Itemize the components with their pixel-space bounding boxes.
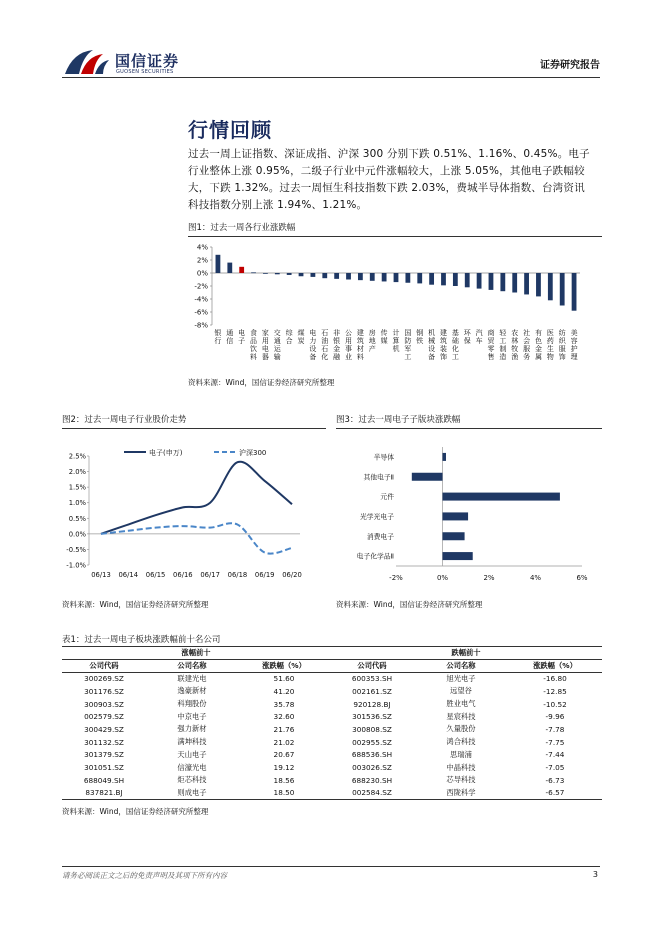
- industry-bar: [299, 273, 304, 276]
- table-cell: -6.73: [545, 775, 565, 785]
- y-tick-label: -2%: [194, 282, 208, 291]
- industry-label: 有色金属: [534, 329, 542, 361]
- industry-label: 医药生物: [546, 329, 554, 361]
- table-cell: 21.76: [273, 724, 295, 734]
- industry-label: 汽车: [475, 329, 483, 345]
- industry-bar: [441, 273, 446, 285]
- table-cell: -9.96: [545, 712, 565, 722]
- table-cell: -16.80: [543, 674, 567, 684]
- table-cell: 逸豪新材: [177, 686, 207, 696]
- gainers-group: 涨幅前十: [181, 648, 211, 658]
- section-title: 行情回顾: [188, 118, 272, 142]
- x-tick-label: 06/16: [173, 571, 193, 579]
- industry-bar: [453, 273, 458, 286]
- x-tick-label: 2%: [483, 574, 495, 582]
- y-tick-label: 0.5%: [68, 514, 86, 523]
- subsector-label: 电子化学品Ⅱ: [356, 552, 394, 561]
- table-cell: 002161.SZ: [352, 686, 392, 696]
- table-cell: 19.12: [273, 763, 295, 773]
- industry-label: 食品饮料: [250, 329, 258, 361]
- table-cell: 003026.SZ: [352, 763, 392, 773]
- table-cell: -12.85: [543, 686, 567, 696]
- table-cell: 300429.SZ: [84, 724, 124, 734]
- table-row: [62, 685, 602, 698]
- table-cell: 满坤科技: [177, 737, 207, 747]
- company-logo-icon: [63, 48, 111, 78]
- table-cell: 中京电子: [177, 711, 207, 721]
- industry-bar: [394, 273, 399, 282]
- col-header: 公司名称: [446, 661, 476, 671]
- industry-label: 电子: [238, 329, 246, 345]
- table-cell: -7.78: [545, 724, 565, 734]
- industry-label: 国防军工: [404, 329, 412, 361]
- table-cell: -7.75: [545, 737, 565, 747]
- table-cell: 则成电子: [177, 787, 207, 797]
- table-cell: -6.57: [545, 788, 565, 798]
- y-tick-label: 2.0%: [68, 468, 86, 477]
- industry-bar: [536, 273, 541, 296]
- x-tick-label: 06/13: [91, 571, 111, 579]
- table-row: [62, 787, 602, 800]
- fig2-caption: 图2：过去一周电子行业股价走势: [62, 415, 187, 425]
- industry-bar: [477, 273, 482, 289]
- table-cell: 837821.BJ: [85, 788, 123, 798]
- fig1-caption: 图1：过去一周各行业涨跌幅: [188, 223, 296, 233]
- industry-bar: [287, 273, 292, 275]
- fig3-source: 资料来源：Wind，国信证券经济研究所整理: [336, 600, 483, 609]
- table-body: [62, 672, 602, 799]
- y-tick-label: 0%: [196, 269, 208, 278]
- industry-label: 家用电器: [261, 329, 269, 361]
- industry-bar: [227, 263, 232, 273]
- table-cell: -7.05: [545, 763, 565, 773]
- industry-label: 环保: [463, 329, 471, 345]
- table-header-row: [62, 660, 602, 673]
- page-number: 3: [592, 870, 598, 879]
- x-tick-label: 06/19: [254, 571, 275, 579]
- table-cell: 芯导科技: [446, 775, 476, 785]
- table-cell: 鸿合科技: [446, 737, 476, 747]
- report-type: 证券研究报告: [540, 60, 600, 71]
- industry-label: 轻工制造: [499, 329, 507, 361]
- x-tick-label: 06/14: [118, 571, 139, 579]
- industry-bar: [346, 273, 351, 280]
- series-line-csi300: [101, 523, 292, 553]
- table-cell: 20.67: [273, 750, 295, 760]
- fig2-caption-rule: [62, 428, 326, 429]
- subsector-label: 半导体: [373, 453, 394, 462]
- table-cell: 炬芯科技: [177, 775, 207, 785]
- industry-label: 纺织服饰: [558, 329, 566, 361]
- industry-bar: [512, 273, 517, 293]
- table-cell: 688536.SH: [351, 750, 393, 760]
- industry-label: 机械设备: [428, 329, 436, 361]
- subsector-label: 其他电子Ⅱ: [363, 473, 394, 482]
- industry-label: 综合: [285, 329, 293, 345]
- subsector-bar: [412, 473, 443, 481]
- industry-bar: [489, 273, 494, 290]
- subsector-bar: [443, 493, 560, 501]
- table-cell: 41.20: [273, 686, 295, 696]
- y-tick-label: -1.0%: [66, 561, 86, 570]
- footer-disclaimer: 请务必阅读正文之后的免责声明及其项下所有内容: [62, 871, 227, 880]
- industry-label: 交通运输: [273, 329, 281, 361]
- summary-line: 行业整体上涨 0.95%，二级子行业中元件涨幅较大，上涨 5.05%，其他电子跌幅较: [188, 165, 585, 177]
- table-cell: 天山电子: [177, 749, 207, 759]
- table-row: [62, 761, 602, 774]
- subsector-bar: [443, 532, 465, 540]
- industry-label: 电力设备: [309, 329, 317, 361]
- subsector-bar-chart: [336, 432, 602, 592]
- industry-label: 商贸零售: [487, 329, 495, 361]
- header-divider: [62, 77, 600, 78]
- table-cell: 强力新材: [177, 724, 207, 734]
- table-caption: 表1：过去一周电子板块涨跌幅前十名公司: [62, 635, 221, 645]
- logo-english: GUOSEN SECURITIES: [116, 69, 174, 75]
- table-cell: 思瑞浦: [450, 749, 472, 759]
- table-row: [62, 774, 602, 787]
- fig3-caption-rule: [336, 428, 602, 429]
- x-tick-label: -2%: [389, 574, 403, 582]
- fig1-source: 资料来源：Wind，国信证券经济研究所整理: [188, 378, 335, 387]
- table-cell: 32.60: [273, 712, 295, 722]
- y-tick-label: -6%: [194, 308, 208, 317]
- table-cell: 300903.SZ: [84, 699, 124, 709]
- table-cell: 星宸科技: [446, 711, 476, 721]
- top-movers-table: [62, 647, 602, 800]
- subsector-label: 元件: [380, 493, 394, 502]
- table-group-row: [62, 647, 602, 660]
- y-tick-label: 1.5%: [68, 483, 86, 492]
- table-cell: 688230.SH: [351, 775, 393, 785]
- industry-bar: [263, 273, 268, 274]
- industry-bar: [334, 273, 339, 279]
- summary-line: 过去一周上证指数、深证成指、沪深 300 分别下跌 0.51%、1.16%、0.45%。电子: [188, 148, 590, 160]
- fig2-source: 资料来源：Wind，国信证券经济研究所整理: [62, 600, 209, 609]
- legend-label: 电子(申万): [149, 449, 183, 457]
- industry-bar: [322, 273, 327, 278]
- industry-label: 社会服务: [523, 329, 531, 361]
- x-tick-label: 06/18: [227, 571, 248, 579]
- industry-labels: [188, 329, 602, 375]
- industry-bar: [524, 273, 529, 294]
- fig3-caption: 图3：过去一周电子子版块涨跌幅: [336, 415, 461, 425]
- table-row: [62, 749, 602, 762]
- table-cell: 胜业电气: [446, 699, 476, 709]
- table-cell: 600353.SH: [351, 674, 393, 684]
- y-tick-label: 0.0%: [68, 530, 86, 539]
- industry-label: 石油石化: [321, 329, 329, 361]
- table-cell: 久量股份: [446, 724, 476, 734]
- table-cell: 688049.SH: [83, 775, 125, 785]
- industry-bar: [275, 273, 280, 274]
- table-row: [62, 736, 602, 749]
- industry-label: 房地产: [368, 329, 376, 353]
- table-cell: 旭光电子: [446, 673, 476, 683]
- table-cell: 920128.BJ: [353, 699, 391, 709]
- subsector-bar: [443, 512, 469, 520]
- industry-label: 建筑材料: [356, 329, 364, 361]
- industry-bar: [358, 273, 363, 280]
- table-cell: 301379.SZ: [84, 750, 124, 760]
- table-source: 资料来源：Wind，国信证券经济研究所整理: [62, 807, 209, 816]
- col-header: 公司名称: [177, 661, 207, 671]
- industry-bar: [251, 272, 256, 273]
- table-cell: 301132.SZ: [84, 737, 124, 747]
- y-tick-label: -8%: [194, 321, 208, 330]
- x-tick-label: 6%: [576, 574, 588, 582]
- losers-group: 跌幅前十: [451, 648, 481, 658]
- col-header: 涨跌幅（%）: [533, 661, 577, 671]
- industry-label: 通信: [226, 329, 234, 345]
- table-cell: 远望谷: [450, 686, 472, 696]
- fig1-caption-rule: [188, 236, 602, 237]
- industry-bar: [417, 273, 422, 283]
- table-cell: 301536.SZ: [352, 712, 392, 722]
- industry-bar: [560, 273, 565, 306]
- table-cell: 科翔股份: [177, 699, 207, 709]
- summary-line: 科技指数分别上涨 1.94%、1.21%。: [188, 199, 368, 211]
- table-row: [62, 698, 602, 711]
- summary-paragraph: [188, 146, 608, 214]
- industry-label: 银行: [214, 329, 222, 345]
- table-row: [62, 710, 602, 723]
- subsector-label: 消费电子: [366, 532, 394, 541]
- legend-label: 沪深300: [239, 449, 267, 457]
- table-cell: 301051.SZ: [84, 763, 124, 773]
- industry-bar: [465, 273, 470, 287]
- industry-bar: [216, 255, 221, 273]
- y-tick-label: 1.0%: [68, 499, 86, 508]
- x-tick-label: 06/15: [145, 571, 166, 579]
- subsector-label: 光学光电子: [360, 512, 394, 521]
- industry-bar: [311, 273, 316, 277]
- table-cell: -7.44: [545, 750, 565, 760]
- y-tick-label: 2.5%: [68, 452, 86, 461]
- industry-label: 公用事业: [345, 329, 353, 361]
- table-cell: 18.56: [273, 775, 295, 785]
- table-cell: 51.60: [273, 674, 295, 684]
- y-tick-label: 2%: [196, 256, 208, 265]
- table-cell: 300269.SZ: [84, 674, 124, 684]
- col-header: 公司代码: [89, 661, 119, 671]
- table-cell: 21.02: [273, 737, 295, 747]
- table-cell: 002584.SZ: [352, 788, 392, 798]
- industry-bar: [382, 273, 387, 281]
- table-cell: 西陇科学: [446, 787, 476, 797]
- industry-bar: [548, 273, 553, 300]
- table-row: [62, 672, 602, 685]
- table-cell: 300808.SZ: [352, 724, 392, 734]
- industry-label: 钢铁: [416, 329, 424, 345]
- table-cell: 中晶科技: [446, 762, 476, 772]
- table-cell: 002955.SZ: [352, 737, 392, 747]
- x-tick-label: 06/17: [200, 571, 220, 579]
- industry-label: 传媒: [380, 329, 388, 345]
- industry-label: 美容护理: [570, 329, 578, 361]
- subsector-bar: [443, 552, 473, 560]
- col-header: 公司代码: [357, 661, 387, 671]
- x-tick-label: 4%: [529, 574, 542, 582]
- industry-label: 非银金融: [333, 329, 341, 361]
- logo-name: 国信证券: [115, 52, 180, 70]
- industry-bar: [429, 273, 434, 285]
- table-cell: -10.52: [543, 699, 567, 709]
- industry-bar: [370, 273, 375, 281]
- industry-bar: [405, 273, 410, 283]
- summary-line: 大，下跌 1.32%。过去一周恒生科技指数下跌 2.03%，费城半导体指数、台湾资讯: [188, 182, 585, 194]
- x-tick-label: 0%: [436, 574, 449, 582]
- electronics-trend-chart: [62, 432, 326, 592]
- table-cell: 18.50: [273, 788, 295, 798]
- table-cell: 002579.SZ: [84, 712, 124, 722]
- table-row: [62, 723, 602, 736]
- industry-bar: [239, 267, 244, 273]
- footer-divider: [62, 866, 600, 867]
- y-tick-label: -0.5%: [66, 545, 86, 554]
- y-tick-label: 4%: [196, 243, 208, 252]
- table-cell: 35.78: [273, 699, 295, 709]
- y-tick-label: -4%: [194, 295, 208, 304]
- x-tick-label: 06/20: [282, 571, 302, 579]
- industry-bar: [500, 273, 505, 291]
- table-cell: 信濠光电: [177, 762, 207, 772]
- col-header: 涨跌幅（%）: [262, 661, 306, 671]
- industry-label: 建筑装饰: [439, 329, 447, 361]
- table-cell: 301176.SZ: [84, 686, 124, 696]
- table-cell: 联建光电: [177, 673, 207, 683]
- industry-label: 农林牧渔: [511, 329, 519, 361]
- industry-label: 计算机: [392, 329, 400, 353]
- subsector-bar: [443, 453, 446, 461]
- industry-bar: [572, 273, 577, 311]
- series-line-electronics: [101, 462, 292, 534]
- industry-label: 基础化工: [451, 329, 459, 361]
- industry-label: 煤炭: [297, 329, 305, 345]
